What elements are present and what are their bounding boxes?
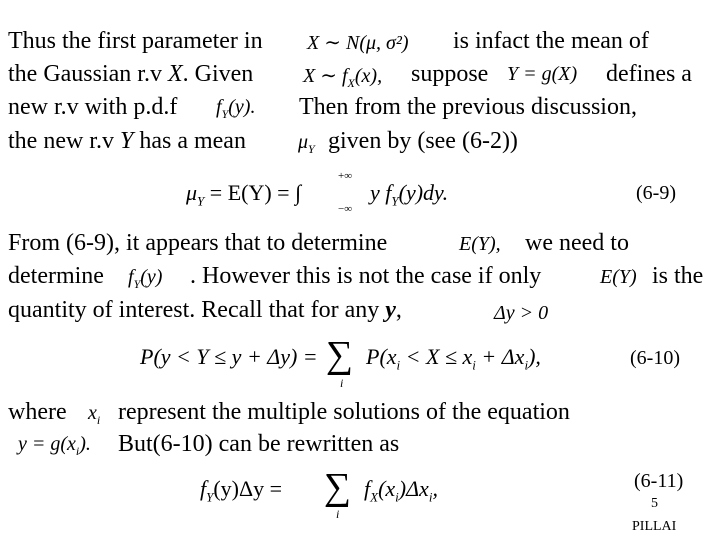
math-y-gxi-end: ). bbox=[79, 433, 91, 455]
eq2-d-sub: i bbox=[524, 357, 529, 373]
eq2-b-sub: i bbox=[396, 357, 401, 373]
math-x-normal: X ∼ N(μ, σ²) bbox=[307, 32, 409, 54]
equation-6-11 bbox=[200, 476, 282, 505]
text-line-7a: quantity of interest. Recall that for any bbox=[8, 297, 380, 323]
eq3-e: )Δx bbox=[398, 476, 429, 501]
text-line-7c: , bbox=[395, 297, 402, 323]
eq2-d: + Δx bbox=[481, 344, 525, 369]
eq3-a: f bbox=[200, 476, 207, 501]
text-line-6a: determine bbox=[8, 263, 104, 289]
eq1-tail: y f bbox=[370, 180, 392, 205]
eq1-upper-limit: +∞ bbox=[338, 170, 353, 182]
eq2-sum-index: i bbox=[340, 376, 344, 390]
text-var-y-lower: y bbox=[385, 297, 396, 323]
math-delta-y: Δy > 0 bbox=[494, 302, 549, 324]
eq2-lhs: P(y < Y ≤ y + Δy) = bbox=[140, 344, 318, 369]
eq3-b: (y)Δy = bbox=[213, 476, 283, 501]
eq1-mu-sub: Y bbox=[197, 193, 205, 209]
equation-6-10 bbox=[140, 344, 318, 370]
math-y-gxi bbox=[18, 433, 91, 459]
eq3-f: , bbox=[432, 476, 438, 501]
text-line-2d: suppose bbox=[411, 61, 489, 87]
text-line-3b: Then from the previous discussion, bbox=[299, 94, 637, 120]
eq3-d-sub: i bbox=[395, 489, 399, 505]
text-line-4a: the new r.v bbox=[8, 128, 114, 154]
eq1-rest: = E(Y) = ∫ bbox=[209, 180, 302, 205]
math-xi-main: x bbox=[88, 402, 97, 424]
text-line-7 bbox=[8, 296, 402, 324]
math-mu-y bbox=[298, 131, 315, 157]
math-fy-end: (y). bbox=[228, 96, 256, 118]
math-e-y: E(Y), bbox=[459, 233, 501, 255]
math-x-pdf-end: (x), bbox=[354, 65, 383, 87]
text-line-3a: new r.v with p.d.f bbox=[8, 94, 178, 120]
author-name: PILLAI bbox=[632, 519, 677, 534]
eq2-b: P(x bbox=[366, 344, 397, 369]
text-line-2c: . Given bbox=[182, 61, 254, 87]
equation-number-6-9: (6-9) bbox=[636, 182, 676, 204]
eq3-e-sub: i bbox=[428, 489, 433, 505]
equation-number-6-11: (6-11) bbox=[634, 470, 684, 492]
eq2-e: ), bbox=[528, 344, 541, 369]
equation-number-6-10: (6-10) bbox=[630, 347, 680, 369]
math-y-gxi-sub: i bbox=[75, 444, 80, 458]
text-line-5a: From (6-9), it appears that to determine bbox=[8, 230, 388, 256]
math-x-pdf-main: X ∼ f bbox=[303, 65, 348, 87]
math-fy-2 bbox=[128, 266, 162, 292]
math-fy-main: f bbox=[216, 96, 222, 118]
eq3-a-sub: Y bbox=[206, 489, 214, 505]
text-line-4c: has a mean bbox=[139, 128, 246, 154]
page-number: 5 bbox=[651, 496, 658, 511]
eq3-sum-index: i bbox=[336, 507, 340, 521]
eq3-rhs bbox=[364, 476, 438, 505]
math-xi-sub: i bbox=[96, 413, 101, 427]
eq3-d: (x bbox=[378, 476, 396, 501]
text-line-6b: . However this is not the case if only bbox=[190, 263, 542, 289]
text-line-1a: Thus the first parameter in bbox=[8, 28, 263, 54]
math-fy-2-main: f bbox=[128, 266, 134, 288]
text-line-1b: is infact the mean of bbox=[453, 28, 649, 54]
math-fy-2-end: (y) bbox=[140, 266, 163, 288]
eq1-tail-sub: Y bbox=[391, 193, 399, 209]
eq2-sum-symbol: ∑ bbox=[326, 334, 354, 376]
math-x-pdf bbox=[303, 63, 382, 91]
math-x-pdf-sub: X bbox=[347, 76, 355, 90]
text-line-4 bbox=[8, 127, 246, 155]
text-var-x: X bbox=[167, 61, 183, 87]
eq3-c: f bbox=[364, 476, 371, 501]
text-line-2e: defines a bbox=[606, 61, 692, 87]
text-line-2a: the Gaussian r.v bbox=[8, 61, 162, 87]
eq1-end: (y)dy. bbox=[398, 180, 449, 205]
text-var-y: Y bbox=[119, 128, 134, 154]
eq2-rhs bbox=[366, 344, 541, 373]
math-mu-y-sub: Y bbox=[308, 142, 315, 156]
equation-6-9 bbox=[186, 180, 301, 209]
eq1-mu: μ bbox=[186, 180, 198, 205]
math-fy-2-sub: Y bbox=[133, 277, 141, 291]
eq2-c: < X ≤ x bbox=[405, 344, 473, 369]
eq3-sum-symbol: ∑ bbox=[324, 466, 352, 508]
math-y-gx: Y = g(X) bbox=[507, 63, 578, 85]
text-line-8a: where bbox=[8, 399, 67, 425]
math-y-gxi-main: y = g(x bbox=[18, 433, 76, 455]
math-e-y-2: E(Y) bbox=[600, 266, 637, 288]
eq1-lower-limit: −∞ bbox=[338, 203, 353, 215]
math-fy bbox=[216, 96, 255, 122]
eq3-c-sub: X bbox=[370, 489, 379, 505]
text-line-5b: we need to bbox=[525, 230, 629, 256]
eq1-integrand bbox=[370, 180, 448, 209]
math-xi bbox=[88, 402, 100, 428]
text-line-9a: But(6-10) can be rewritten as bbox=[118, 431, 400, 457]
eq2-c-sub: i bbox=[472, 357, 476, 373]
text-line-2 bbox=[8, 60, 253, 88]
text-line-6c: is the bbox=[652, 263, 704, 289]
text-line-4d: given by (see (6-2)) bbox=[328, 128, 518, 154]
text-line-8b: represent the multiple solutions of the equation bbox=[118, 399, 570, 425]
math-mu-y-main: μ bbox=[298, 131, 309, 153]
math-fy-sub: Y bbox=[221, 107, 229, 121]
